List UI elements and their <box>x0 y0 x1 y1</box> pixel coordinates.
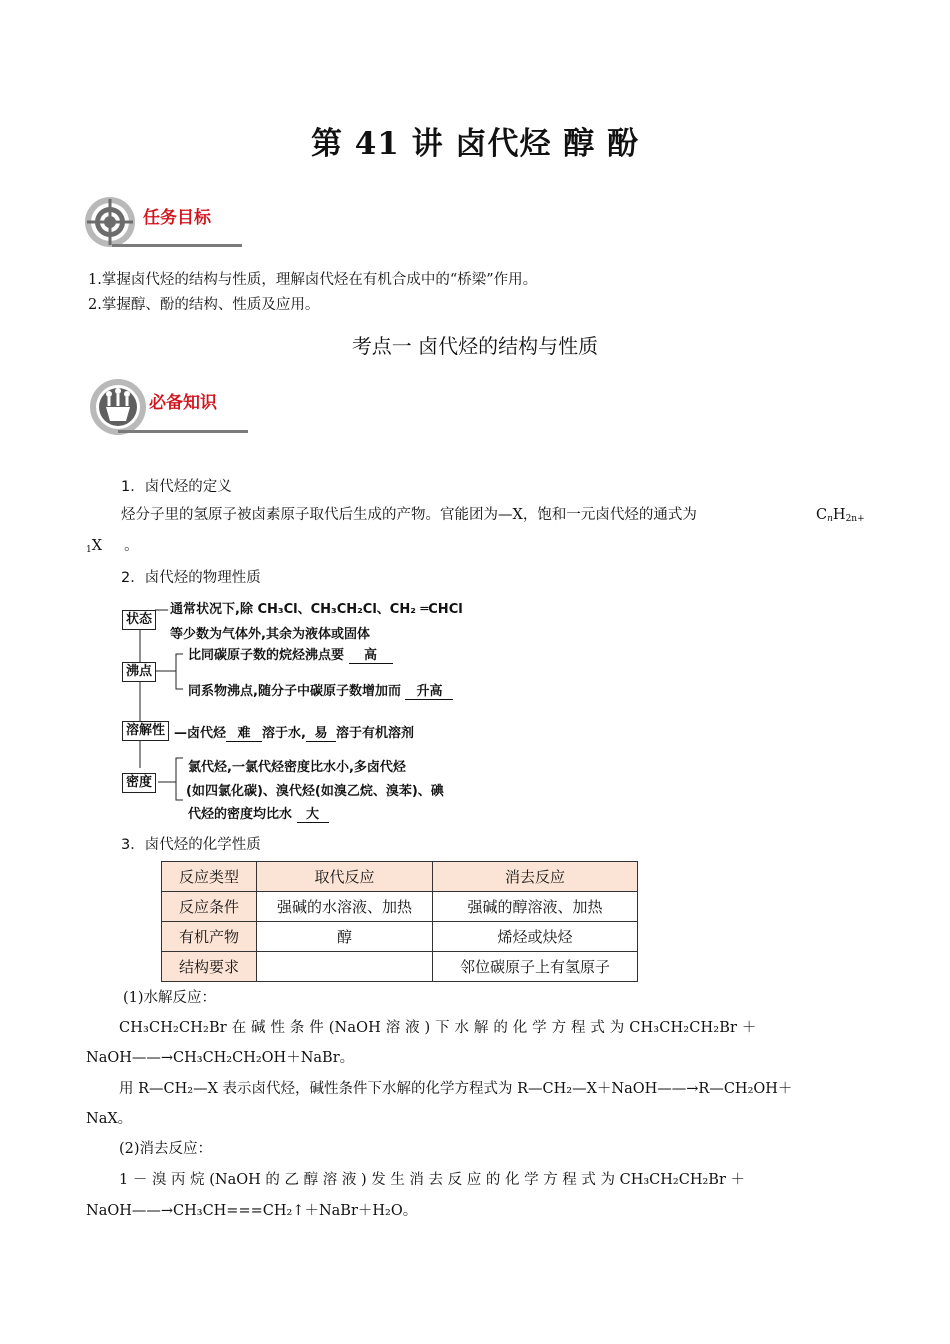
section-underline <box>118 430 248 433</box>
hydrolysis-line-3: 用 R—CH₂—X 表示卤代烃，碱性条件下水解的化学方程式为 R—CH₂—X＋NaOH——→R—CH₂OH＋ <box>119 1081 793 1097</box>
solubility-answer-2: 易 <box>306 722 336 742</box>
boiling-answer-2: 升高 <box>405 680 453 700</box>
goal-item: 1.掌握卤代烃的结构与性质，理解卤代烃在有机合成中的“桥梁”作用。 <box>88 272 538 288</box>
boiling-line-1 <box>188 644 393 664</box>
table-row <box>162 922 638 952</box>
state-line-2: 等少数为气体外,其余为液体或固体 <box>170 627 370 642</box>
boiling-text-1: 比同碳原子数的烷烃沸点要 <box>188 648 345 663</box>
heading-chemical: 3．卤代烃的化学性质 <box>121 837 261 853</box>
table-cell: 消去反应 <box>433 862 638 892</box>
table-cell: 强碱的醇溶液、加热 <box>433 892 638 922</box>
density-line-2: (如四氯化碳)、溴代烃(如溴乙烷、溴苯)、碘 <box>186 784 444 799</box>
state-line-1: 通常状况下,除 CH₃Cl、CH₃CH₂Cl、CH₂ ═CHCl <box>170 602 463 617</box>
table-cell: 烯烃或炔烃 <box>433 922 638 952</box>
definition-sentence: 烃分子里的氢原子被卤素原子取代后生成的产物。官能团为—X，饱和一元卤代烃的通式为 <box>121 507 697 523</box>
section-underline <box>112 244 242 247</box>
solubility-mid: 溶于水, <box>262 726 306 741</box>
table-cell: 醇 <box>257 922 433 952</box>
elimination-line-1: 1 － 溴 丙 烷 (NaOH 的 乙 醇 溶 液 ) 发 生 消 去 反 应 的 化 学 方 程 式 为 CH₃CH₂CH₂Br ＋ <box>119 1172 745 1188</box>
section-label-goal: 任务目标 <box>143 208 211 228</box>
target-icon <box>82 195 144 251</box>
table-cell: 反应条件 <box>162 892 257 922</box>
physical-properties-diagram <box>118 596 478 824</box>
heading-physical: 2．卤代烃的物理性质 <box>121 570 261 586</box>
table-row <box>162 892 638 922</box>
solubility-line <box>174 722 414 742</box>
boiling-text-2: 同系物沸点,随分子中碳原子数增加而 <box>188 684 401 699</box>
elimination-heading: (2)消去反应： <box>119 1141 213 1157</box>
definition-text <box>121 505 697 525</box>
solubility-post: 溶于有机溶剂 <box>335 726 414 741</box>
hydrolysis-line-1: CH₃CH₂CH₂Br 在 碱 性 条 件 (NaOH 溶 液 ) 下 水 解 的 化 学 方 程 式 为 CH₃CH₂CH₂Br ＋ <box>119 1020 757 1036</box>
density-line-1: 氯代烃,一氯代烃密度比水小,多卤代烃 <box>188 760 406 775</box>
formula-x: X <box>91 538 103 554</box>
kaodian-heading: 考点一 卤代烃的结构与性质 <box>351 334 599 358</box>
label-state: 状态 <box>122 610 156 630</box>
table-cell: 强碱的水溶液、加热 <box>257 892 433 922</box>
heading-definition: 1．卤代烃的定义 <box>121 479 232 495</box>
general-formula-cont <box>86 536 139 560</box>
elimination-line-2: NaOH——→CH₃CH===CH₂↑＋NaBr＋H₂O。 <box>86 1203 418 1219</box>
table-cell: 反应类型 <box>162 862 257 892</box>
page-title: 第 41 讲 卤代烃 醇 酚 <box>310 126 640 162</box>
table-cell <box>257 952 433 982</box>
label-boiling: 沸点 <box>122 662 156 682</box>
hydrolysis-heading: (1)水解反应： <box>123 990 217 1006</box>
boiling-answer-1: 高 <box>349 644 393 664</box>
density-text-3: 代烃的密度均比水 <box>188 807 293 822</box>
formula-n: n <box>827 514 833 524</box>
hydrolysis-line-4: NaX。 <box>86 1111 133 1127</box>
label-solubility: 溶解性 <box>122 721 169 741</box>
table-cell: 有机产物 <box>162 922 257 952</box>
reaction-table <box>161 861 638 982</box>
density-line-3 <box>188 803 329 823</box>
boiling-line-2 <box>188 680 453 700</box>
table-row <box>162 952 638 982</box>
table-cell: 结构要求 <box>162 952 257 982</box>
formula-sub: 2n+ <box>845 514 865 524</box>
section-label-knowledge: 必备知识 <box>149 393 217 413</box>
table-header-row <box>162 862 638 892</box>
density-answer: 大 <box>297 803 329 823</box>
formula-c: C <box>816 507 828 523</box>
hydrolysis-line-2: NaOH——→CH₃CH₂CH₂OH＋NaBr。 <box>86 1050 355 1066</box>
table-cell: 取代反应 <box>257 862 433 892</box>
goal-item: 2.掌握醇、酚的结构、性质及应用。 <box>88 297 320 313</box>
sentence-end: 。 <box>124 538 139 554</box>
general-formula <box>816 505 865 529</box>
table-cell: 邻位碳原子上有氢原子 <box>433 952 638 982</box>
formula-h: H <box>832 507 846 523</box>
solubility-pre: —卤代烃 <box>174 726 227 741</box>
label-density: 密度 <box>122 773 156 793</box>
formula-sub2: 1 <box>86 545 92 555</box>
solubility-answer-1: 难 <box>226 722 262 742</box>
